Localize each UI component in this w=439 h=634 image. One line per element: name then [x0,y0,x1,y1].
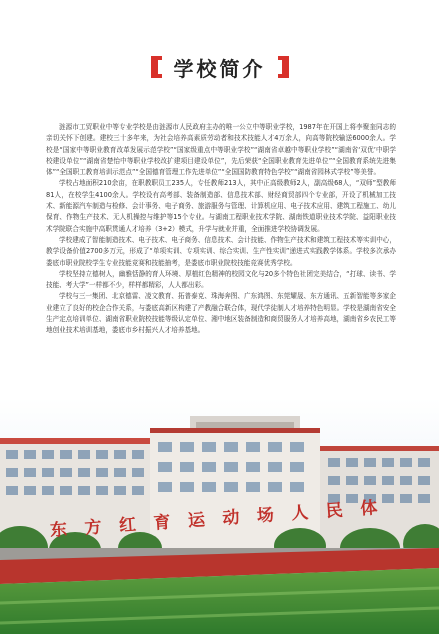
slogan-char: 人 [290,502,312,525]
left-bracket-icon [151,56,158,78]
paragraph-history: 涟源市工贸职业中等专业学校是由涟源市人民政府主办的唯一公立中等职业学校，1987年在开国上将李聚奎同志的亲切关怀下创建。建校三十多年来，为社会培养高素质劳动者和技术技能人才4万余人，向高等院校输送6000余人。学校是“国家中等职业教育改革发展示范学校”“国家级重点中等职业学校”“湖南省卓越中等职业学校”“湖南省‘双优’中职学校建设单位”“湖南省楚怡中等职业学校改扩建项目建设单位”，先后荣获“全国职业教育先进单位”“全国教育系统先进集体”“全国职工教育培训示范点”“全国德育管理工作先进单位”“全国国防教育特色学校”“湖南省园林式学校”等美誉。 [46,123,396,177]
section-heading [0,50,439,84]
right-bracket-icon [282,56,289,78]
slogan-char: 场 [256,505,277,527]
slogan-char: 红 [118,514,139,537]
page-title: 学校简介 [173,56,266,81]
slogan-char: 育 [152,512,174,534]
slogan-char: 体 [359,498,380,520]
paragraph-training: 学校建成了智能制造技术、电子技术、电子商务、信息技术、会计技能、作物生产技术和建筑工程技术等实训中心，教学设备价值2700多万元，形成了“单项实训、专项实训、综合实训、生产性实训”递进式实践教学体系。学校多次承办娄底市职业院校学生专业技能竞赛和技能抽考，是娄底市职业院校技能竞赛优秀学校。 [46,235,396,267]
slogan-char: 东 [49,519,70,541]
slogan-char: 运 [187,510,208,532]
slogan-char: 民 [325,500,346,522]
slogan-char: 动 [221,507,243,529]
paragraph-scale: 学校占地面积210余亩，在职教职员工235人，专任教师213人，其中正高级教师2人，副高级68人，“双师”型教师81人，在校学生4100余人。学校设有高考部、装备制造部、信息技术部、财经商贸部四个专业部，开设了机械加工技术、新能源汽车制造与检修、会计事务、电子商务、旅游服务与管理、计算机应用、电子技术应用、建筑工程施工、幼儿保育、作物生产技术、无人机操控与维护等15个专业。与湖南工程职业技术学院、湖南铁道职业技术学院、益阳职业技术学院联合实施中高职贯通人才培养（3+2）模式，升学与就业并重，全面推进学校协调发展。 [46,179,396,233]
paragraph-culture: 学校坚持立德树人，幽雅恬静的育人环境、厚植红色精神的校园文化与20多个特色社团完美结合，“打球、读书、学技能、考大学”一样都不少，样样都精彩，人人都出彩。 [46,269,396,290]
paragraph-partnerships: 学校与三一集团、北京德雷、凌文教育、拓普泰克、珠海奔图、广东鸿图、东莞耀晟、东方通讯、五新智能等多家企业建立了良好的校企合作关系，与娄底高新区构建了产教融合联合体，现代学徒制人才培养特色明显。学校是湖南省安全生产定点培训单位、湖南省职业院校技能等级认定单位、湘中地区装备制造和商贸服务人才培养高地，湖南省乡农民工等地创业技术培训基地，娄底市乡村振兴人才培养基地。 [46,292,396,335]
slogan-char: 方 [83,517,105,539]
introduction-text [46,122,396,337]
